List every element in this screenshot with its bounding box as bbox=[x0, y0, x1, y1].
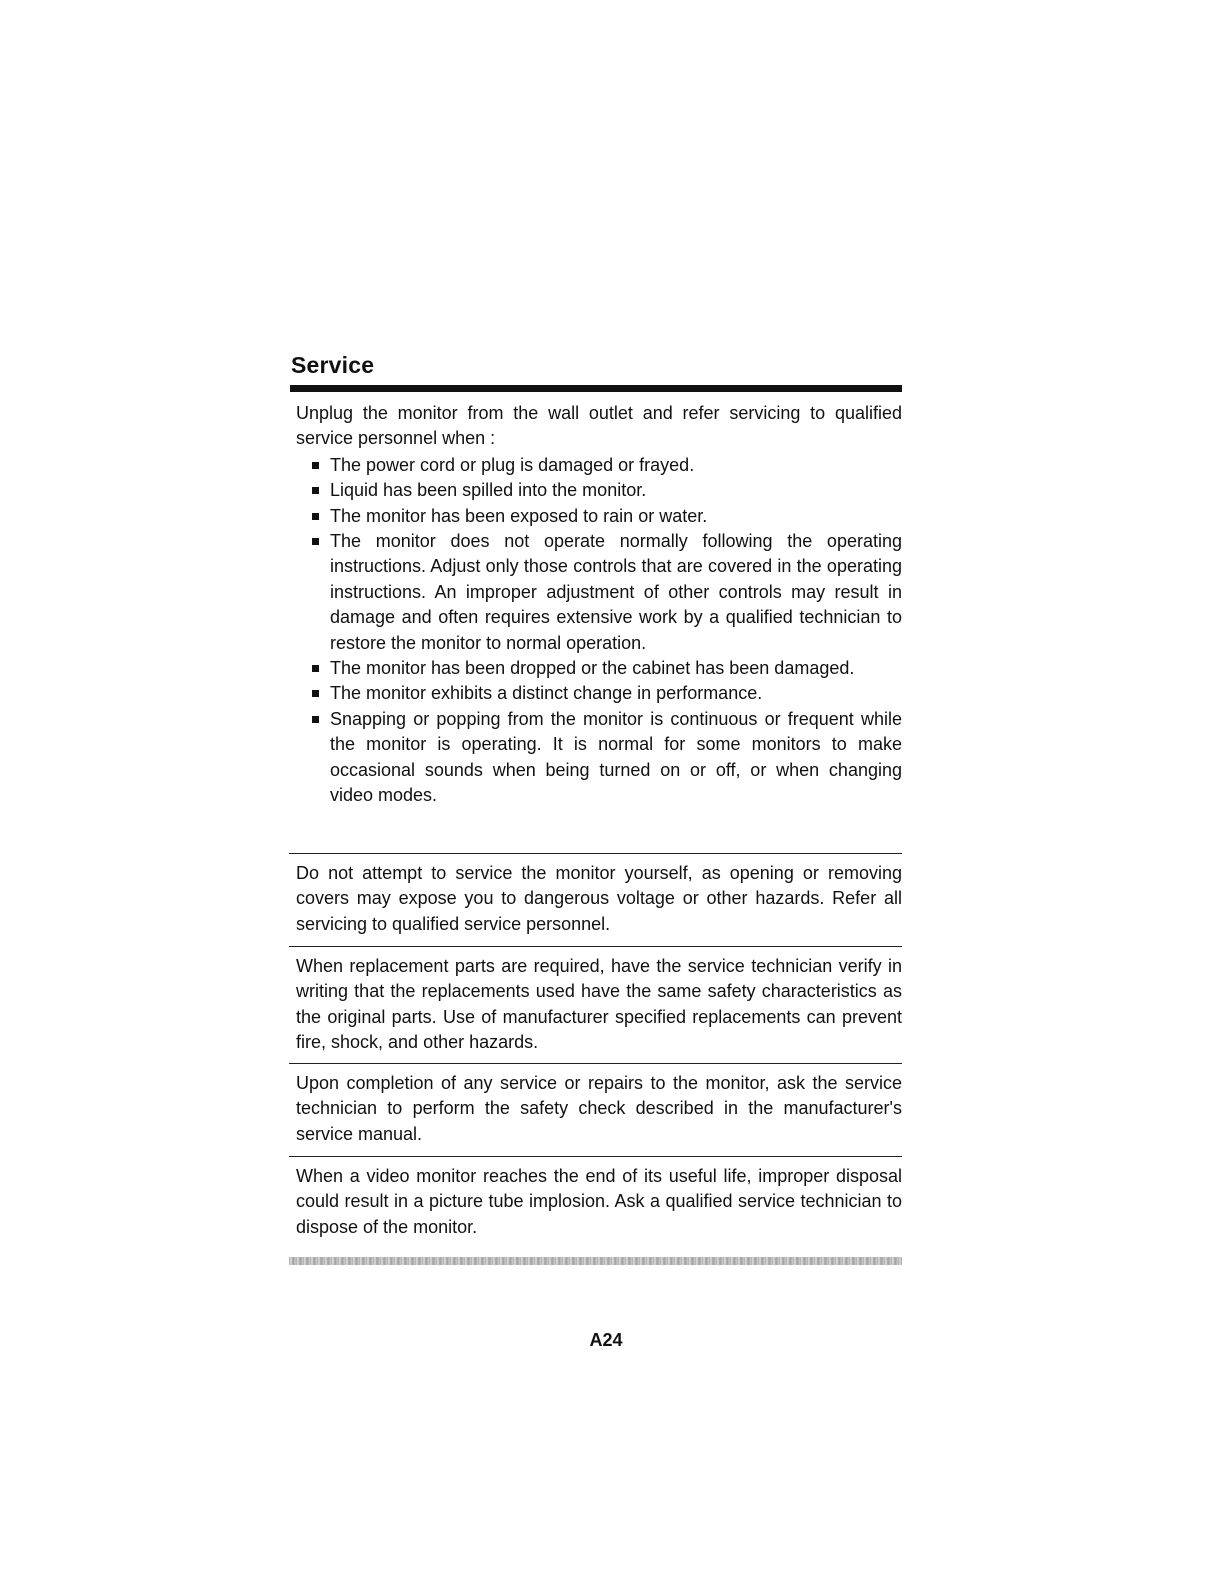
paragraph: Upon completion of any service or repairs to the monitor, ask the service technician to perform the safety check described in the manufacturer's service manual. bbox=[296, 1073, 902, 1144]
section-intro: Unplug the monitor from the wall outlet and refer servicing to qualified service personnel when : bbox=[296, 403, 902, 449]
square-bullet-icon bbox=[312, 538, 319, 545]
section-divider bbox=[289, 1156, 902, 1157]
section-divider bbox=[289, 1063, 902, 1064]
bottom-shaded-bar bbox=[289, 1257, 902, 1265]
square-bullet-icon bbox=[312, 716, 319, 723]
list-item-text: The monitor exhibits a distinct change in performance. bbox=[330, 683, 763, 704]
page-number: A24 bbox=[589, 1330, 623, 1350]
page-title: Service bbox=[291, 352, 375, 378]
list-item-text: The monitor does not operate normally following the operating instructions. Adjust only those controls that are covered in the operating instructions. An improper adjustment of other controls may result in damage and often requires extensive work by a qualified technician to restore the monitor to normal operation. bbox=[330, 531, 902, 653]
list-item bbox=[296, 656, 902, 681]
list-item-text: Liquid has been spilled into the monitor. bbox=[330, 480, 647, 501]
list-item bbox=[296, 681, 902, 706]
condition-list bbox=[296, 453, 902, 809]
list-item bbox=[296, 453, 902, 478]
paragraph: Do not attempt to service the monitor yourself, as opening or removing covers may expose you to dangerous voltage or other hazards. Refer all servicing to qualified service personnel. bbox=[296, 863, 902, 934]
section-disposal bbox=[296, 1164, 902, 1240]
list-item-text: The power cord or plug is damaged or frayed. bbox=[330, 454, 695, 475]
section-safety-check bbox=[296, 1071, 902, 1147]
square-bullet-icon bbox=[312, 665, 319, 672]
section-replacement-parts bbox=[296, 954, 902, 1056]
list-item bbox=[296, 529, 902, 656]
list-item bbox=[296, 707, 902, 809]
paragraph: When a video monitor reaches the end of its useful life, improper disposal could result in a picture tube implosion. Ask a qualified service technician to dispose of the monitor. bbox=[296, 1166, 902, 1237]
list-item bbox=[296, 504, 902, 529]
square-bullet-icon bbox=[312, 513, 319, 520]
section-unplug-conditions bbox=[296, 401, 902, 809]
section-self-service-warning bbox=[296, 861, 902, 937]
square-bullet-icon bbox=[312, 690, 319, 697]
list-item-text: The monitor has been dropped or the cabinet has been damaged. bbox=[330, 658, 855, 679]
section-divider bbox=[289, 853, 902, 854]
list-item bbox=[296, 478, 902, 503]
section-divider bbox=[289, 946, 902, 947]
list-item-text: Snapping or popping from the monitor is continuous or frequent while the monitor is operating. It is normal for some monitors to make occasional sounds when being turned on or off, or when changing video modes. bbox=[330, 708, 902, 806]
title-rule bbox=[290, 385, 902, 392]
square-bullet-icon bbox=[312, 487, 319, 494]
paragraph: When replacement parts are required, have the service technician verify in writing that the replacements used have the same safety characteristics as the original parts. Use of manufacturer specified replacements can prevent fire, shock, and other hazards. bbox=[296, 956, 902, 1053]
list-item-text: The monitor has been exposed to rain or water. bbox=[330, 505, 708, 526]
square-bullet-icon bbox=[312, 462, 319, 469]
